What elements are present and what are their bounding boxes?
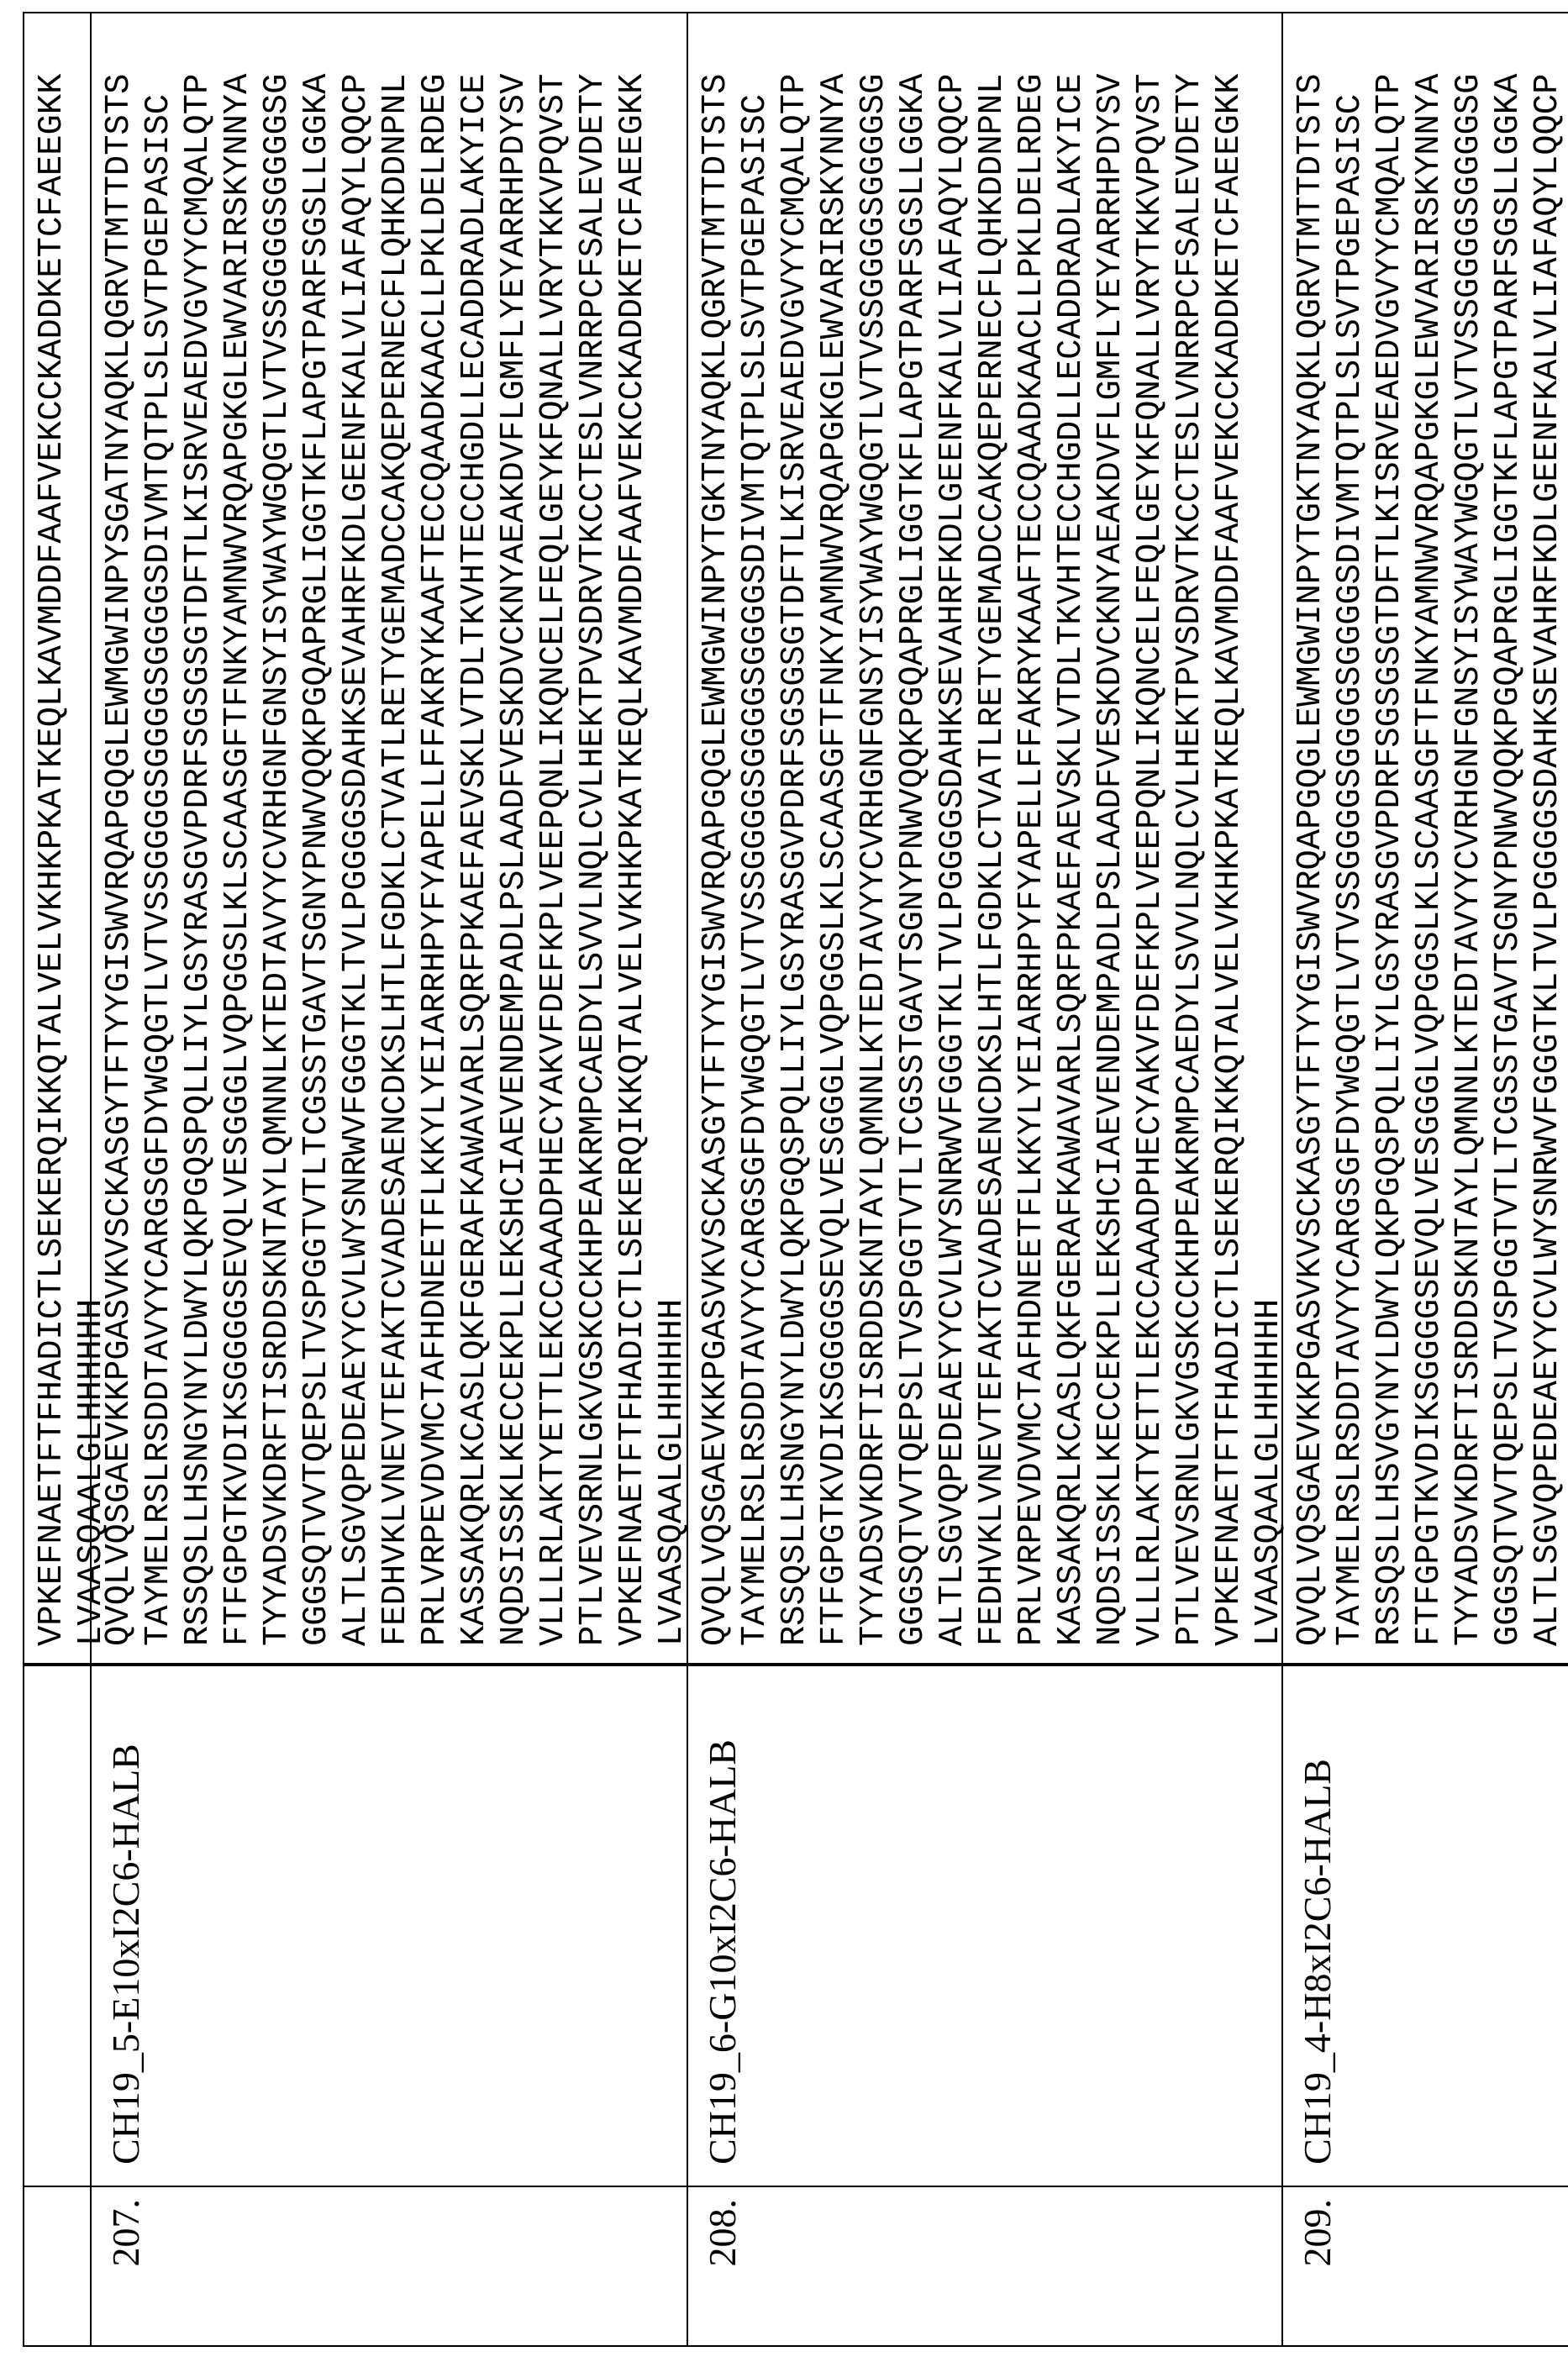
sequence-table <box>23 12 1568 2347</box>
sequence-line: PRLVRPEVDVMCTAFHDNEETFLKKYLYEIARRHPYFYAPELLFFAKRYKAAFTECCQAADKAACLLPKLDELRDEG <box>1013 13 1052 1646</box>
sequence-line: VPKEFNAETFTFHADICTLSEKERQIKKQTALVELVKHKPKATKEQLKAVMDDFAAFVEKCCKADDKETCFAEEGKK <box>613 13 653 1646</box>
sequence-line: TAYMELRSLRSDDTAVYYCARGSGFDYWGQGTLVTVSSGGGGSGGGGSGGGGSDIVMTQTPLSLSVTPGEPASISC <box>736 13 776 1646</box>
sequence-line: RSSQSLLHSVGYNYLDWYLQKPGQSPQLLIYLGSYRASGVPDRFSGSGSGTDFTLKISRVEAEDVGVYYCMQALQTP <box>1371 13 1410 1646</box>
sequence-line: TYYADSVKDRFTISRDDSKNTAYLQMNNLKTEDTAVYYCVRHGNFGNSYISYWAYWGQGTLVTVSSGGGGSGGGGSG <box>1450 13 1489 1646</box>
table-row <box>23 13 90 2345</box>
amino-acid-sequence <box>92 13 687 1663</box>
sequence-line: TYYADSVKDRFTISRDDSKNTAYLQMNNLKTEDTAVYYCVRHGNFGNSYISYWAYWGQGTLVTVSSGGGGSGGGGSG <box>855 13 894 1646</box>
sequence-number: 209. <box>1283 2186 1568 2345</box>
sequence-line: VLLLRLAKTYETTLEKCCAAADPHECYAKVFDEFKPLVEEPQNLIKQNCELFEQLGEYKFQNALLVRYTKKVPQVST <box>1131 13 1171 1646</box>
sequence-number: 208. <box>688 2186 1281 2345</box>
sequence-line: ALTLSGVQPEDEAEYYCVLWYSNRWVFGGGTKLTVLPGGGGSDAHKSEVAHRFKDLGEENFKALVLIAFAQYLQQCP <box>934 13 973 1646</box>
sequence-line: GGGSQTVVTQEPSLTVSPGGTVTLTCGSSTGAVTSGNYPNWVQQKPGQAPRGLIGGTKFLAPGTPARFSGSLLGGKA <box>894 13 934 1646</box>
sequence-line: KASSAKQRLKCASLQKFGERAFKAWAVARLSQRFPKAEFAEVSKLVTDLTKVHTECCHGDLLECADDRADLAKYICE <box>1052 13 1092 1646</box>
sequence-line: TAYMELRSLRSDDTAVYYCARGSGFDYWGQGTLVTVSSGGGGSGGGGSGGGGSDIVMTQTPLSLSVTPGEPASISC <box>1331 13 1371 1646</box>
sequence-line: GGGSQTVVTQEPSLTVSPGGTVTLTCGSSTGAVTSGNYPNWVQQKPGQAPRGLIGGTKFLAPGTPARFSGSLLGGKA <box>297 13 337 1646</box>
sequence-line: LVAASQAALGLHHHHHH <box>72 13 112 1646</box>
sequence-line: RSSQSLLHSNGYNYLDWYLQKPGQSPQLLIYLGSYRASGVPDRFSGSGSGTDFTLKISRVEAEDVGVYYCMQALQTP <box>776 13 815 1646</box>
construct-name: CH19_5-E10xI2C6-HALB <box>92 1663 687 2186</box>
sequence-line: FEDHVKLVNEVTEFAKTCVADESAENCDKSLHTLFGDKLCTVATLRETYGEMADCCAKQEPERNECFLQHKDDNPNL <box>376 13 416 1646</box>
table-row <box>1281 13 1568 2345</box>
sequence-line: QVQLVQSGAEVKKPGASVKVSCKASGYTFTYYGISWVRQAPGQGLEWMGWINPYTGKTNYAQKLQGRVTMTTDTSTS <box>1292 13 1331 1646</box>
sequence-line: KASSAKQRLKCASLQKFGERAFKAWAVARLSQRFPKAEFAEVSKLVTDLTKVHTECCHGDLLECADDRADLAKYICE <box>455 13 495 1646</box>
sequence-line: FTFGPGTKVDIKSGGGGSEVQLVESGGGLVQPGGSLKLSCAASGFTFNKYAMNWVRQAPGKGLEWVARIRSKYNNYA <box>815 13 855 1646</box>
construct-name: CH19_4-H8xI2C6-HALB <box>1283 1663 1568 2186</box>
sequence-line: TAYMELRSLRSDDTAVYYCARGSGFDYWGQGTLVTVSSGGGGSGGGGSGGGGSDIVMTQTPLSLSVTPGEPASISC <box>139 13 179 1646</box>
sequence-line: VPKEFNAETFTFHADICTLSEKERQIKKQTALVELVKHKPKATKEQLKAVMDDFAAFVEKCCKADDKETCFAEEGKK <box>33 13 72 1646</box>
sequence-line: LVAASQAALGLHHHHHH <box>1250 13 1289 1646</box>
sequence-line: RSSQSLLHSNGYNYLDWYLQKPGQSPQLLIYLGSYRASGVPDRFSGSGSGTDFTLKISRVEAEDVGVYYCMQALQTP <box>179 13 218 1646</box>
amino-acid-sequence <box>688 13 1281 1663</box>
table-row <box>687 13 1281 2345</box>
sequence-number <box>24 2186 90 2345</box>
sequence-line: FTFGPGTKVDIKSGGGGSEVQLVESGGGLVQPGGSLKLSCAASGFTFNKYAMNWVRQAPGKGLEWVARIRSKYNNYA <box>1410 13 1450 1646</box>
sequence-line: ALTLSGVQPEDEAEYYCVLWYSNRWVFGGGTKLTVLPGGGGSDAHKSEVAHRFKDLGEENFKALVLIAFAQYLQQCP <box>1529 13 1568 1646</box>
sequence-line: VLLLRLAKTYETTLEKCCAAADPHECYAKVFDEFKPLVEEPQNLIKQNCELFEQLGEYKFQNALLVRYTKKVPQVST <box>534 13 574 1646</box>
construct-name <box>24 1663 90 2186</box>
sequence-line: ALTLSGVQPEDEAEYYCVLWYSNRWVFGGGTKLTVLPGGGGSDAHKSEVAHRFKDLGEENFKALVLIAFAQYLQQCP <box>337 13 376 1646</box>
sequence-line: VPKEFNAETFTFHADICTLSEKERQIKKQTALVELVKHKPKATKEQLKAVMDDFAAFVEKCCKADDKETCFAEEGKK <box>1210 13 1250 1646</box>
table-row <box>90 13 687 2345</box>
sequence-line: TYYADSVKDRFTISRDDSKNTAYLQMNNLKTEDTAVYYCVRHGNFGNSYISYWAYWGQGTLVTVSSGGGGSGGGGSG <box>258 13 297 1646</box>
sequence-line: QVQLVQSGAEVKKPGASVKVSCKASGYTFTYYGISWVRQAPGQGLEWMGWINPYTGKTNYAQKLQGRVTMTTDTSTS <box>697 13 736 1646</box>
sequence-line: FEDHVKLVNEVTEFAKTCVADESAENCDKSLHTLFGDKLCTVATLRETYGEMADCCAKQEPERNECFLQHKDDNPNL <box>973 13 1013 1646</box>
rotated-page <box>0 0 1568 2362</box>
sequence-line: LVAASQAALGLHHHHHH <box>653 13 692 1646</box>
sequence-line: PTLVEVSRNLGKVGSKCCKHPEAKRMPCAEDYLSVVLNQLCVLHEKTPVSDRVTKCCTESLVNRRPCFSALEVDETY <box>1171 13 1210 1646</box>
sequence-line: QVQLVQSGAEVKKPGASVKVSCKASGYTFTYYGISWVRQAPGQGLEWMGWINPYSGATNYAQKLQGRVTMTTDTSTS <box>100 13 139 1646</box>
sequence-number: 207. <box>92 2186 687 2345</box>
sequence-line: PRLVRPEVDVMCTAFHDNEETFLKKYLYEIARRHPYFYAPELLFFAKRYKAAFTECCQAADKAACLLPKLDELRDEG <box>416 13 455 1646</box>
amino-acid-sequence <box>24 13 90 1663</box>
sequence-line: FTFGPGTKVDIKSGGGGSEVQLVESGGGLVQPGGSLKLSCAASGFTFNKYAMNWVRQAPGKGLEWVARIRSKYNNYA <box>218 13 258 1646</box>
construct-name: CH19_6-G10xI2C6-HALB <box>688 1663 1281 2186</box>
sequence-line: NQDSISSKLKECCEKPLLEKSHCIAEVENDEMPADLPSLAADFVESKDVCKNYAEAKDVFLGMFLYEYARRHPDYSV <box>495 13 534 1646</box>
sequence-line: PTLVEVSRNLGKVGSKCCKHPEAKRMPCAEDYLSVVLNQLCVLHEKTPVSDRVTKCCTESLVNRRPCFSALEVDETY <box>574 13 613 1646</box>
sequence-line: GGGSQTVVTQEPSLTVSPGGTVTLTCGSSTGAVTSGNYPNWVQQKPGQAPRGLIGGTKFLAPGTPARFSGSLLGGKA <box>1489 13 1529 1646</box>
amino-acid-sequence <box>1283 13 1568 1663</box>
sequence-line: NQDSISSKLKECCEKPLLEKSHCIAEVENDEMPADLPSLAADFVESKDVCKNYAEAKDVFLGMFLYEYARRHPDYSV <box>1092 13 1131 1646</box>
